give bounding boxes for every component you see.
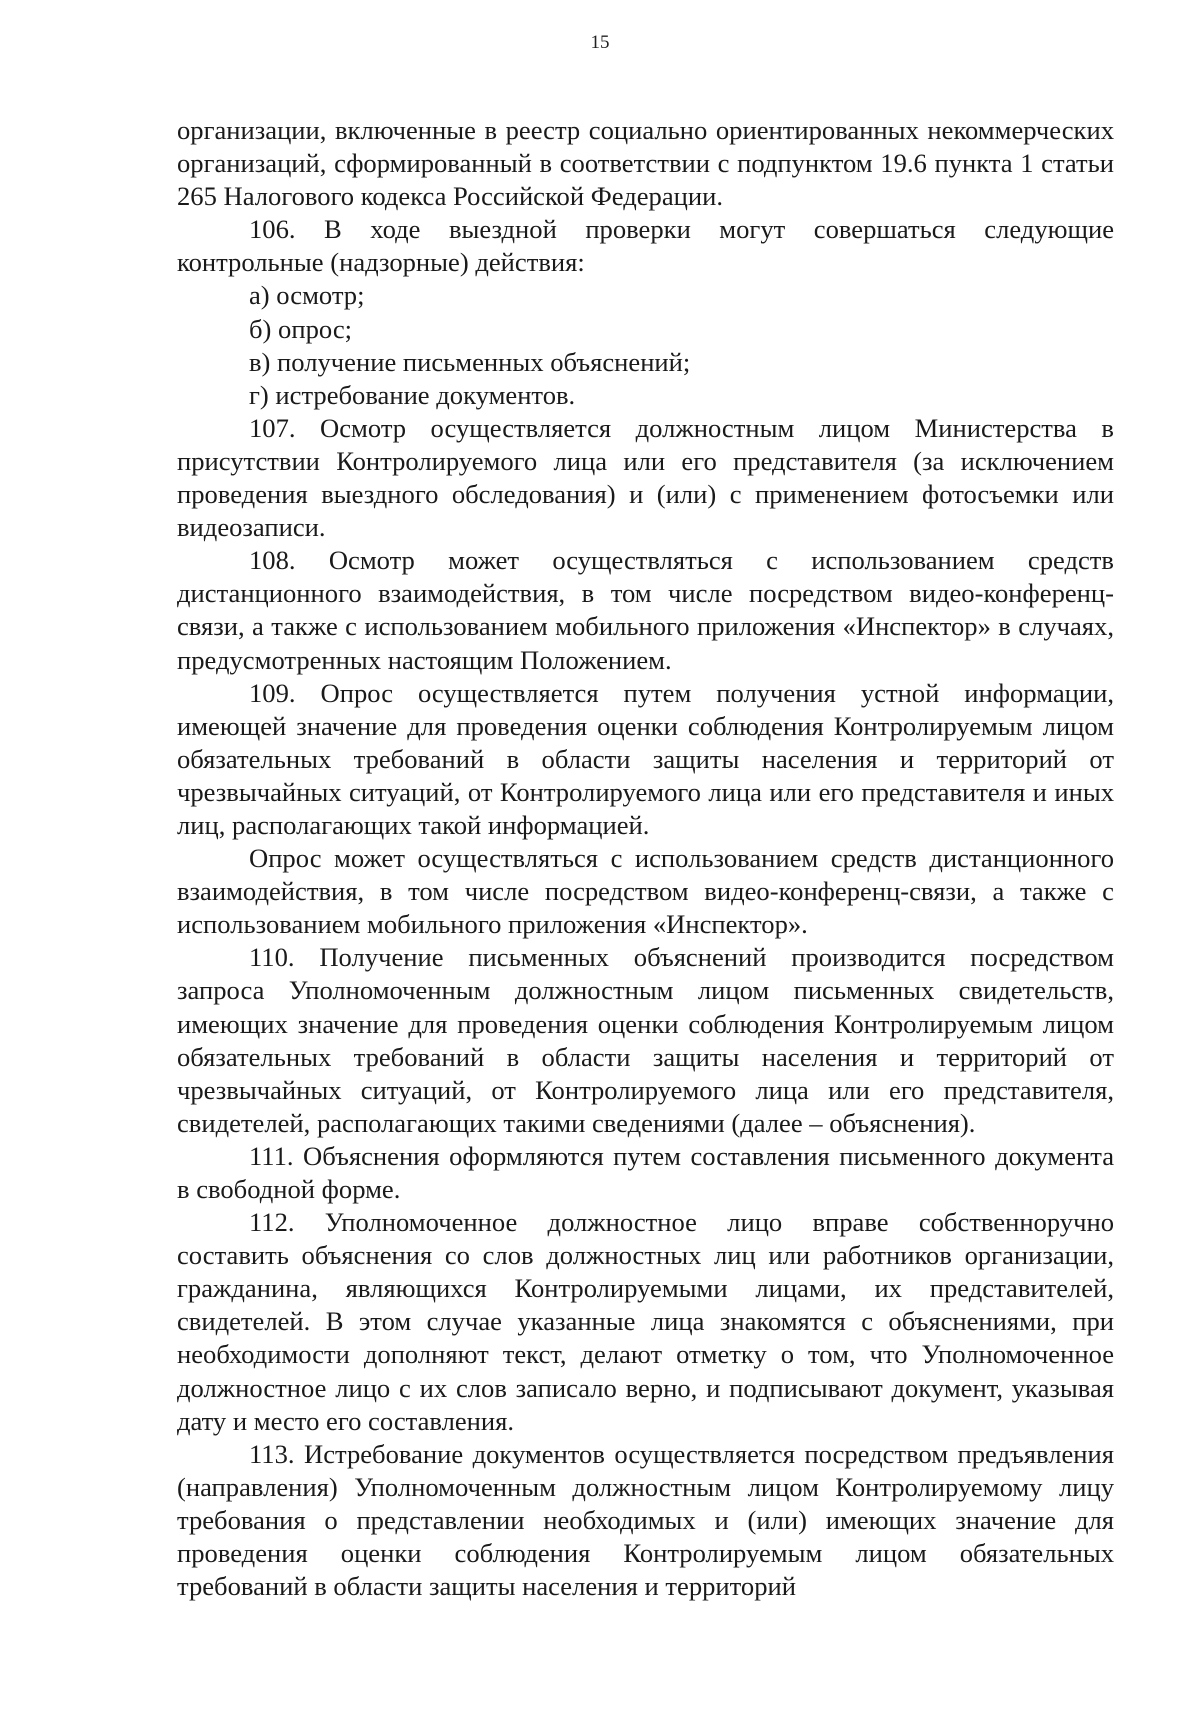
page-number: 15 — [590, 32, 610, 53]
paragraph-110: 110. Получение письменных объяснений производится посредством запроса Уполномоченным должностным лицом письменных свидетельств, имеющих значение для проведения оценки соблюдения Контролируемым лицом обязательных требований в области защиты населения и территорий от чрезвычайных ситуаций, от Контролируемого лица или его представителя, свидетелей, располагающих такими сведениями (далее – объяснения). — [177, 942, 1114, 1138]
paragraph-continuation: организации, включенные в реестр социально ориентированных некоммерческих организаций, сформированный в соответствии с подпунктом 19.6 пункта 1 статьи 265 Налогового кодекса Российской Федерации. — [177, 115, 1114, 212]
document-body — [177, 114, 1114, 1603]
paragraph-111: 111. Объяснения оформляются путем составления письменного документа в свободной форме. — [177, 1140, 1114, 1204]
paragraph-113: 113. Истребование документов осуществляется посредством предъявления (направления) Уполномоченным должностным лицом Контролируемому лицу требования о представлении необходимых и (или) имеющих значение для проведения оценки соблюдения Контролируемым лицом обязательных требований в области защиты населения и территорий — [177, 1438, 1114, 1602]
list-item-g: г) истребование документов. — [249, 379, 576, 410]
paragraph-107: 107. Осмотр осуществляется должностным лицом Министерства в присутствии Контролируемого лица или его представителя (за исключением проведения выездного обследования) и (или) с применением фотосъемки или видеозаписи. — [177, 412, 1114, 543]
paragraph-108: 108. Осмотр может осуществляться с использованием средств дистанционного взаимодействия, в том числе посредством видео-конференц-связи, а также с использованием мобильного приложения «Инспектор» в случаях, предусмотренных настоящим Положением. — [177, 545, 1114, 675]
list-item-v: в) получение письменных объяснений; — [249, 346, 691, 377]
paragraph-109-continued: Опрос может осуществляться с использованием средств дистанционного взаимодействия, в том числе посредством видео-конференц-связи, а также с использованием мобильного приложения «Инспектор». — [177, 843, 1114, 940]
list-item-a: а) осмотр; — [249, 280, 365, 311]
list-item-b: б) опрос; — [249, 313, 353, 344]
paragraph-106: 106. В ходе выездной проверки могут совершаться следующие контрольные (надзорные) действия: — [177, 214, 1114, 278]
paragraph-112: 112. Уполномоченное должностное лицо вправе собственноручно составить объяснения со слов должностных лиц или работников организации, гражданина, являющихся Контролируемыми лицами, их представителей, свидетелей. В этом случае указанные лица знакомятся с объяснениями, при необходимости дополняют текст, делают отметку о том, что Уполномоченное должностное лицо с их слов записало верно, и подписывают документ, указывая дату и место его составления. — [177, 1207, 1114, 1436]
paragraph-109: 109. Опрос осуществляется путем получения устной информации, имеющей значение для проведения оценки соблюдения Контролируемым лицом обязательных требований в области защиты населения и территорий от чрезвычайных ситуаций, от Контролируемого лица или его представителя и иных лиц, располагающих такой информацией. — [177, 677, 1114, 840]
